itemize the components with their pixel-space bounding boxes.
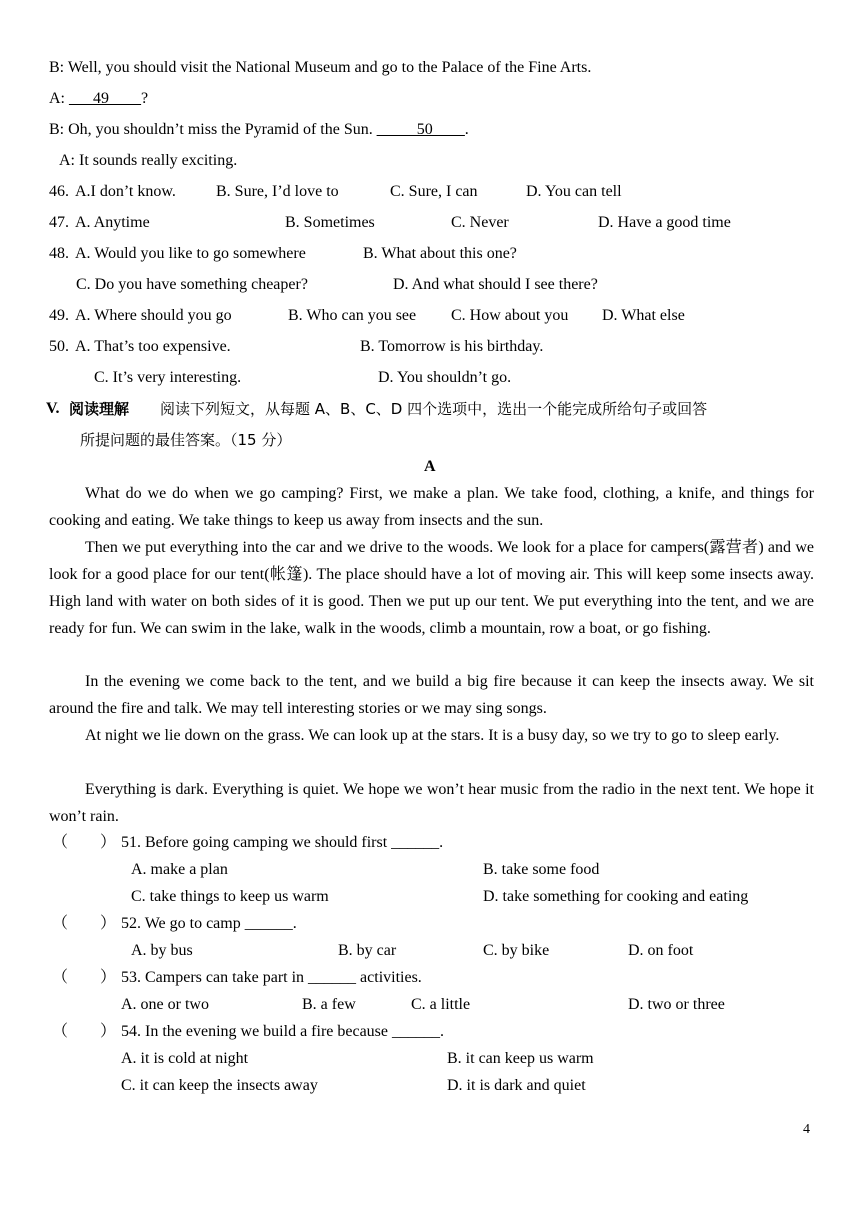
question-46-option-d: D. You can tell (526, 183, 622, 200)
question-50-option-b: B. Tomorrow is his birthday. (360, 338, 544, 355)
question-48-option-a: A. Would you like to go somewhere (75, 245, 306, 262)
question-49-number: 49. (49, 307, 69, 324)
question-48-number: 48. (49, 245, 69, 262)
dialogue-text: B: Oh, you shouldn’t miss the Pyramid of the Sun. (49, 121, 377, 138)
section-instruction-line-2: 所提问题的最佳答案。（15 分） (80, 431, 292, 449)
question-54-stem: 54. In the evening we build a fire because ______. (121, 1023, 445, 1040)
passage-paragraph-3: In the evening we come back to the tent, and we build a big fire because it can keep the insects away. We sit around the fire and talk. We may tell interesting stories or we may sing songs. (49, 673, 814, 717)
answer-paren-53: （ ） (52, 969, 117, 986)
question-51-stem: 51. Before going camping we should first ______. (121, 834, 444, 851)
question-47-option-b: B. Sometimes (285, 214, 375, 231)
section-number: V. (46, 400, 60, 417)
question-53-option-d: D. two or three (628, 996, 725, 1013)
passage-paragraph-2: Then we put everything into the car and we drive to the woods. We look for a place for campers(露营者) and we look for a good place for our tent(帐篷). The place should have a lot of moving air. This will keep some insects away. High land with water on both sides of it is good. Then we put up our tent. We put everything into the tent, and we are ready for fun. We can swim in the lake, walk in the woods, climb a mountain, row a boat, or go fishing. (49, 539, 814, 637)
question-49-option-b: B. Who can you see (288, 307, 417, 324)
question-47-option-d: D. Have a good time (598, 214, 731, 231)
question-47-option-c: C. Never (451, 214, 509, 231)
question-46-option-b: B. Sure, I’d love to (216, 183, 339, 200)
passage-paragraph-5: Everything is dark. Everything is quiet. We hope we won’t hear music from the radio in the next tent. We hope it won’t rain. (49, 781, 814, 825)
speaker-prefix: A: (49, 90, 69, 107)
question-53-option-a: A. one or two (121, 996, 209, 1013)
blank-49: ___49____ (69, 90, 141, 107)
blank-50: _____50____ (376, 121, 465, 138)
question-49-option-a: A. Where should you go (75, 307, 232, 324)
question-52-option-a: A. by bus (131, 942, 193, 959)
question-53-stem: 53. Campers can take part in ______ activities. (121, 969, 422, 986)
dialogue-line-4: A: It sounds really exciting. (59, 152, 238, 169)
dialogue-line-3 (49, 120, 469, 140)
question-52-option-b: B. by car (338, 942, 397, 959)
question-54-option-c: C. it can keep the insects away (121, 1077, 318, 1094)
question-53-option-c: C. a little (411, 996, 471, 1013)
page-number: 4 (803, 1122, 810, 1137)
question-51-option-b: B. take some food (483, 861, 600, 878)
punctuation: ? (141, 90, 149, 107)
answer-paren-54: （ ） (52, 1023, 117, 1040)
question-52-option-c: C. by bike (483, 942, 550, 959)
question-46-option-c: C. Sure, I can (390, 183, 478, 200)
question-48-option-d: D. And what should I see there? (393, 276, 598, 293)
section-instruction-line-1: 阅读下列短文，从每题 A、B、C、D 四个选项中，选出一个能完成所给句子或回答 (160, 400, 708, 418)
question-48-option-b: B. What about this one? (363, 245, 517, 262)
question-50-number: 50. (49, 338, 69, 355)
question-51-option-a: A. make a plan (131, 861, 228, 878)
dialogue-line-2 (49, 89, 148, 109)
answer-paren-52: （ ） (52, 915, 117, 932)
question-49-option-c: C. How about you (451, 307, 569, 324)
question-48-option-c: C. Do you have something cheaper? (76, 276, 308, 293)
question-54-option-b: B. it can keep us warm (447, 1050, 594, 1067)
question-47-number: 47. (49, 214, 69, 231)
question-51-option-c: C. take things to keep us warm (131, 888, 329, 905)
question-52-stem: 52. We go to camp ______. (121, 915, 297, 932)
dialogue-line-1: B: Well, you should visit the National Museum and go to the Palace of the Fine Arts. (49, 59, 592, 76)
question-54-option-d: D. it is dark and quiet (447, 1077, 586, 1094)
question-53-option-b: B. a few (302, 996, 356, 1013)
passage-heading: A (424, 458, 436, 475)
punctuation: . (464, 121, 469, 138)
question-50-option-d: D. You shouldn’t go. (378, 369, 512, 386)
section-title: 阅读理解 (69, 400, 130, 418)
question-51-option-d: D. take something for cooking and eating (483, 888, 749, 905)
passage-paragraph-1: What do we do when we go camping? First, we make a plan. We take food, clothing, a knife, and things for cooking and eating. We take things to keep us away from insects and the sun. (49, 485, 814, 529)
question-50-option-a: A. That’s too expensive. (75, 338, 231, 355)
passage-paragraph-4: At night we lie down on the grass. We can look up at the stars. It is a busy day, so we try to go to sleep early. (85, 727, 780, 744)
question-50-option-c: C. It’s very interesting. (94, 369, 242, 386)
answer-paren-51: （ ） (52, 834, 117, 851)
question-46-option-a: A.I don’t know. (75, 183, 176, 200)
question-47-option-a: A. Anytime (75, 214, 150, 231)
question-46-number: 46. (49, 183, 69, 200)
question-49-option-d: D. What else (602, 307, 685, 324)
question-52-option-d: D. on foot (628, 942, 694, 959)
question-54-option-a: A. it is cold at night (121, 1050, 249, 1067)
